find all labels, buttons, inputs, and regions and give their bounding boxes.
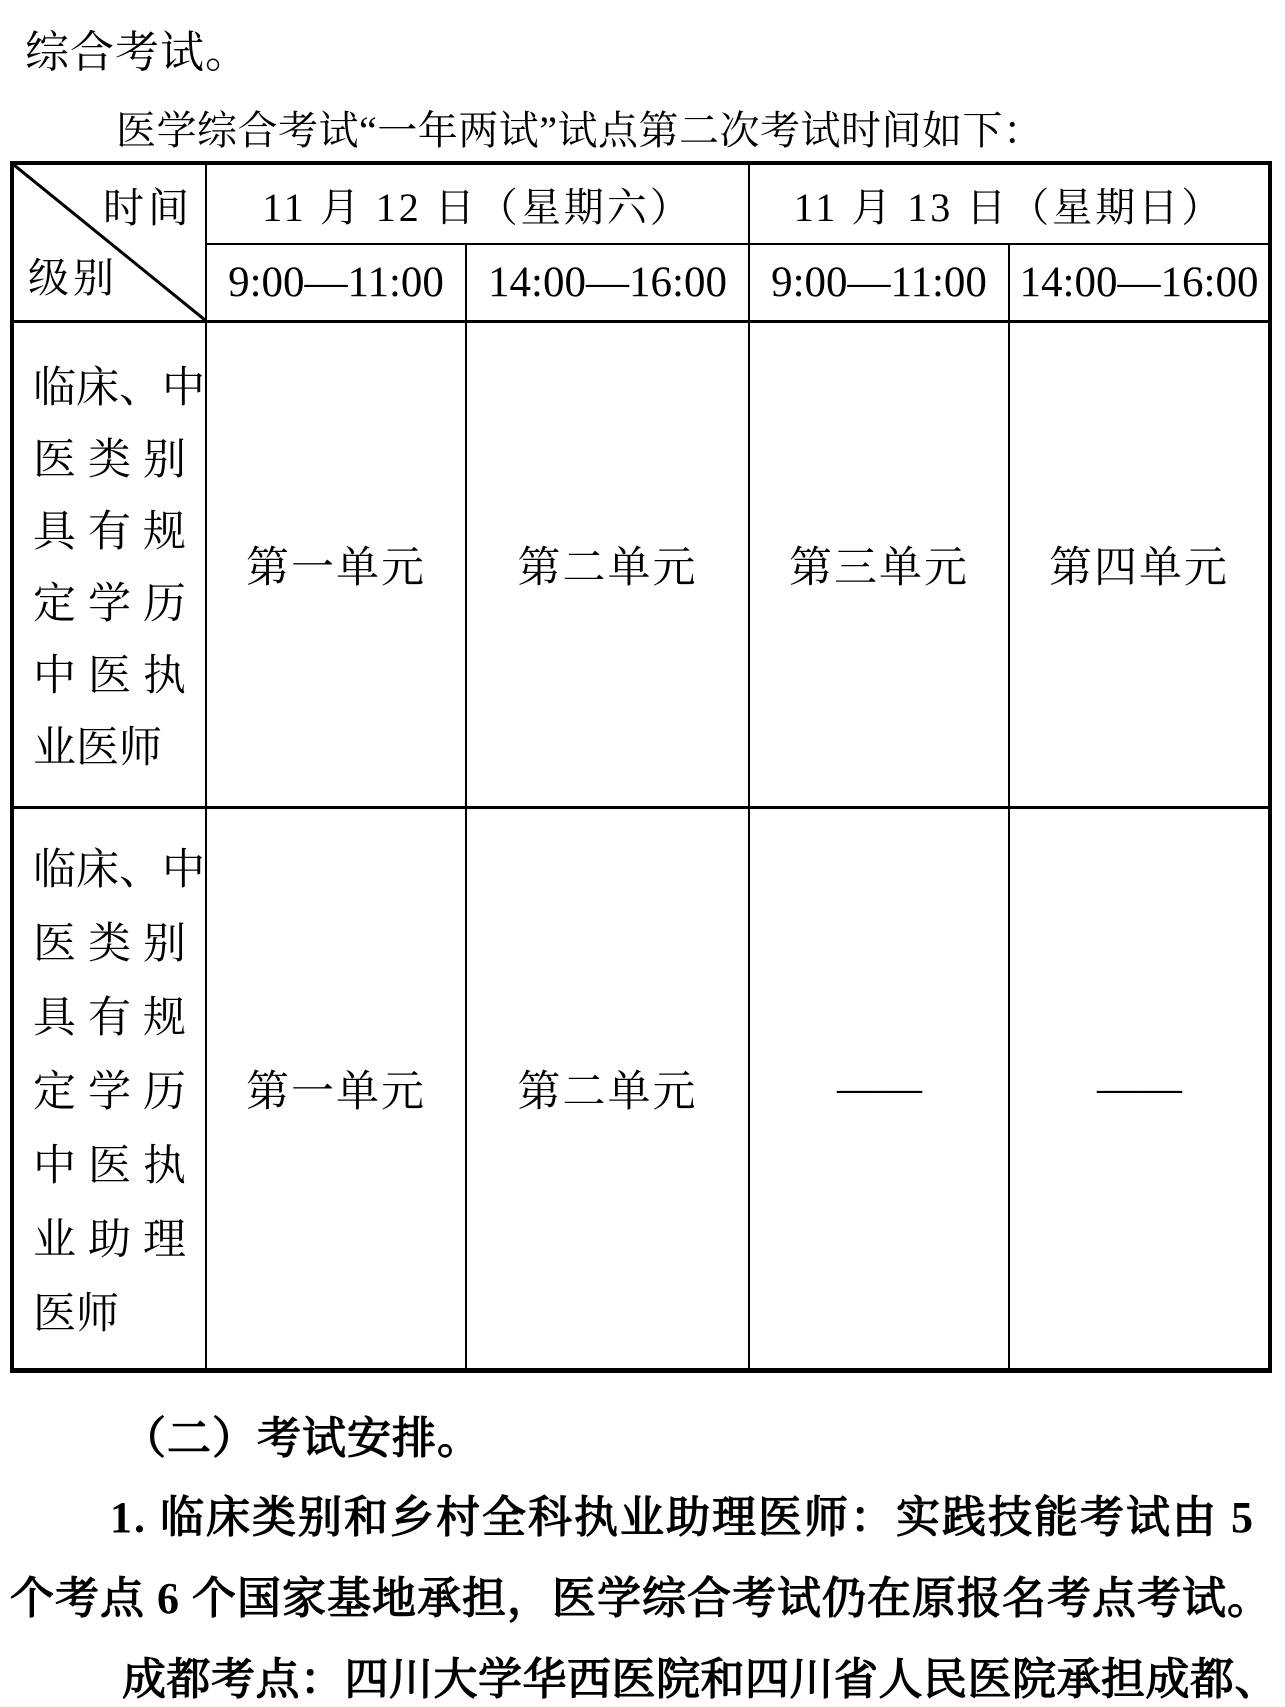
row-label-line: 业 助 理	[33, 1217, 186, 1264]
corner-label-level: 级别	[28, 255, 118, 301]
unit-cell: 第四单元	[1008, 320, 1268, 806]
body-paragraph-line: 成都考点：四川大学华西医院和四川省人民医院承担成都、	[122, 1655, 1279, 1704]
column-header-date-sunday: 11 月 13 日（星期日）	[748, 165, 1268, 243]
intro-paragraph-end: 综合考试。	[25, 28, 250, 77]
exam-schedule-table	[10, 161, 1272, 1373]
row-label-line: 具 有 规	[33, 995, 186, 1042]
row-label-line: 医 类 别	[33, 437, 186, 484]
empty-dash-cell: ——	[748, 806, 1008, 1368]
row-label-line: 中 医 执	[33, 1143, 186, 1190]
row-label-line: 中 医 执	[33, 653, 186, 700]
row-label-line: 业医师	[33, 725, 162, 772]
row-label-line: 临 床、 中	[33, 847, 205, 894]
section-heading: （二）考试安排。	[122, 1414, 482, 1463]
column-header-date-saturday: 11 月 12 日（星期六）	[205, 165, 748, 243]
row-label-physician	[14, 320, 205, 806]
table-lead-sentence: 医学综合考试“一年两试”试点第二次考试时间如下：	[116, 108, 1044, 153]
column-header-time-sat-am: 9:00—11:00	[205, 243, 465, 320]
body-paragraph-line: 个考点 6 个国家基地承担，医学综合考试仍在原报名考点考试。	[10, 1574, 1272, 1623]
column-header-time-sat-pm: 14:00—16:00	[465, 243, 748, 320]
column-header-time-sun-am: 9:00—11:00	[748, 243, 1008, 320]
unit-cell: 第一单元	[205, 806, 465, 1368]
body-paragraph-line: 1. 临床类别和乡村全科执业助理医师：实践技能考试由 5	[110, 1493, 1255, 1542]
unit-cell: 第三单元	[748, 320, 1008, 806]
table-corner-header	[14, 165, 205, 320]
row-label-line: 医师	[33, 1291, 119, 1338]
row-label-line: 定 学 历	[33, 1069, 186, 1116]
row-label-line: 医 类 别	[33, 921, 186, 968]
row-label-line: 定 学 历	[33, 581, 186, 628]
row-label-line: 具 有 规	[33, 509, 186, 556]
unit-cell: 第一单元	[205, 320, 465, 806]
corner-label-time: 时间	[103, 185, 193, 231]
column-header-time-sun-pm: 14:00—16:00	[1008, 243, 1268, 320]
row-label-assistant-physician	[14, 806, 205, 1368]
row-label-line: 临 床、 中	[33, 365, 205, 412]
unit-cell: 第二单元	[465, 806, 748, 1368]
unit-cell: 第二单元	[465, 320, 748, 806]
empty-dash-cell: ——	[1008, 806, 1268, 1368]
